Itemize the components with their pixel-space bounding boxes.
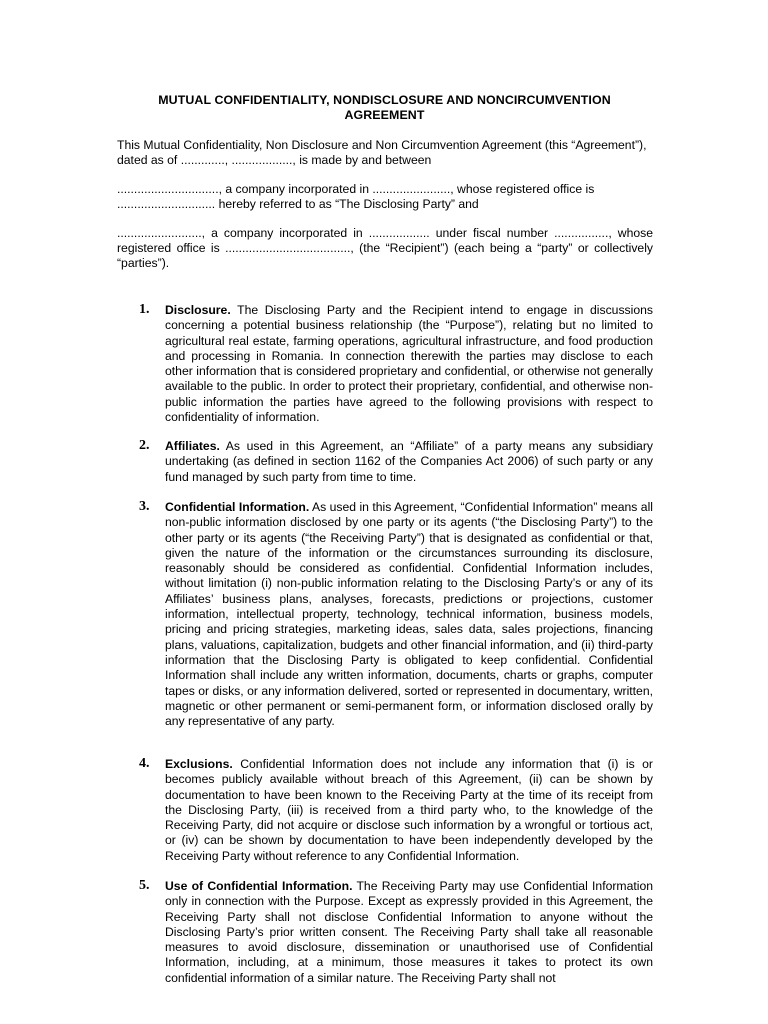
clause-body [165,439,653,485]
clause-text: As used in this Agreement, “Confidential Information” means all non-public information disclosed by one party or its agents (“the Disclosing Party”) to the other party or its agents (“the Receiving Party”) that is designated as confidential or that, given the nature of the information or the circumstances surrounding its disclosure, reasonably should be considered as confidential. Confidential Information includes, without limitation (i) non-public information relating to the Disclosing Party’s or any of its Affiliates’ business plans, analyses, forecasts, predictions or projections, customer information, intellectual property, technology, technical information, business models, pricing and pricing strategies, marketing ideas, sales data, sales projections, financing plans, valuations, capitalization, budgets and other financial information, and (ii) third-party information that the Disclosing Party is obligated to keep confidential. Confidential Information shall include any written information, documents, charts or graphs, computer tapes or disks, or any information delivered, sorted or represented in documentary, written, magnetic or other permanent or semi-permanent form, or information disclosed orally by any representative of any party. [165,500,653,729]
clause-number: 4. [139,756,150,771]
clause-body [165,757,653,864]
clause-affiliates [139,439,653,485]
document-title: MUTUAL CONFIDENTIALITY, NONDISCLOSURE AND NONCIRCUMVENTION AGREEMENT [158,93,611,122]
clause-number: 2. [139,438,150,453]
clause-heading: Use of Confidential Information. [165,879,353,893]
clause-number: 3. [139,499,150,514]
intro-paragraph: This Mutual Confidentiality, Non Disclosure and Non Circumvention Agreement (this “Agreement”), dated as of ............., .................., is made by and between [117,138,647,168]
clause-number: 1. [139,302,150,317]
clause-body [165,500,653,729]
clause-use-of-confidential-information [139,879,653,986]
recipient-paragraph: ........................., a company incorporated in .................. under fiscal number ................, whose registered office is ....................................., (the “Recipient”) (each being a “party” or collectively “parties”). [117,226,653,271]
disclosing-party-paragraph: .............................., a company incorporated in ......................., whose registered office is ............................. hereby referred to as “The Disclosing Party” and [117,182,595,212]
clause-heading: Exclusions. [165,757,233,771]
clause-heading: Affiliates. [165,439,220,453]
clause-disclosure [139,303,653,425]
clause-body [165,303,653,425]
clause-text: Confidential Information does not include any information that (i) is or becomes publicly available without breach of this Agreement, (ii) can be shown by documentation to have been known to the Receiving Party at the time of its receipt from the Disclosing Party, (iii) is received from a third party who, to the knowledge of the Receiving Party, did not acquire or disclose such information by a wrongful or tortious act, or (iv) can be shown by documentation to have been independently developed by the Receiving Party without reference to any Confidential Information. [165,757,653,863]
clause-heading: Confidential Information. [165,500,310,514]
clause-text: As used in this Agreement, an “Affiliate” of a party means any subsidiary undertaking (as defined in section 1162 of the Companies Act 2006) of such party or any fund managed by such party from time to time. [165,439,653,484]
clause-body [165,879,653,986]
clause-text: The Receiving Party may use Confidential Information only in connection with the Purpose. Except as expressly provided in this Agreement, the Receiving Party shall not disclose Confidential Information to anyone without the Disclosing Party’s prior written consent. The Receiving Party shall take all reasonable measures to avoid disclosure, dissemination or unauthorised use of Confidential Information, including, at a minimum, those measures it takes to protect its own confidential information of a similar nature. The Receiving Party shall not [165,879,653,985]
clause-text: The Disclosing Party and the Recipient intend to engage in discussions concerning a potential business relationship (the “Purpose”), relating but no limited to agricultural real estate, farming operations, agricultural infrastructure, and food production and processing in Romania. In connection therewith the parties may disclose to each other information that is considered proprietary and confidential, or otherwise not generally available to the public. In order to protect their proprietary, confidential, and otherwise non-public information the parties have agreed to the following provisions with respect to confidentiality of information. [165,303,653,425]
clause-confidential-information [139,500,653,729]
clause-exclusions [139,757,653,864]
clause-heading: Disclosure. [165,303,231,317]
clause-number: 5. [139,878,150,893]
